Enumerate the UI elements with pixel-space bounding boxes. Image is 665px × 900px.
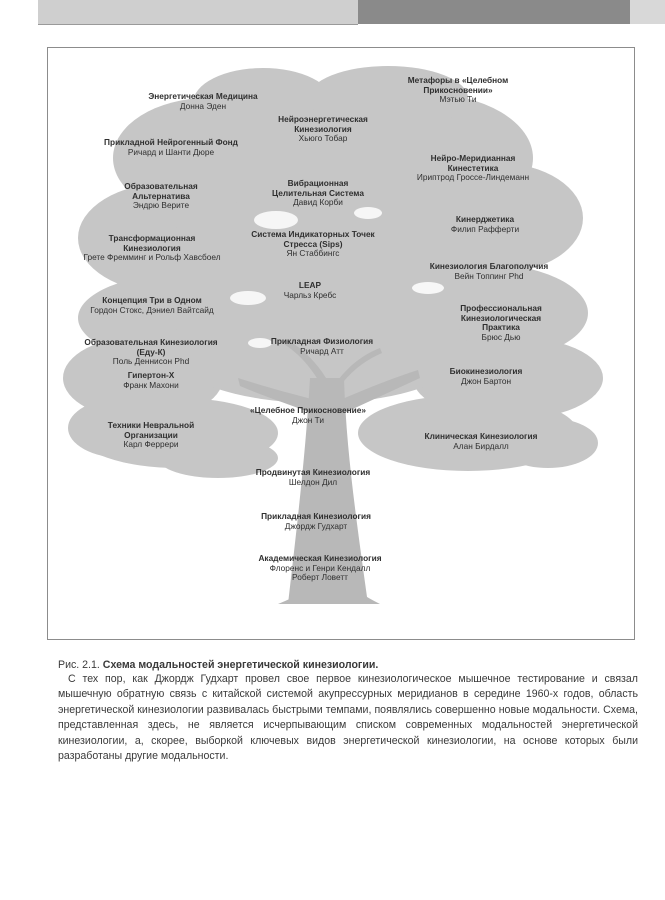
node-biokinesiology: [450, 367, 523, 386]
node-name: Трансформационная Кинезиология: [108, 233, 196, 253]
node-edu-k: [81, 338, 221, 367]
node-name: Техники Невральной Организации: [107, 420, 195, 440]
header-strip-light: [38, 0, 358, 25]
node-name: Вибрационная Целительная Система: [272, 178, 364, 198]
node-name: Продвинутая Кинезиология: [255, 467, 371, 477]
node-author: Гордон Стокс, Дэниел Вайтсайд: [90, 304, 214, 315]
node-name: Гипертон-Х: [127, 370, 175, 380]
node-author: Грете Фремминг и Рольф Хавсбоел: [83, 252, 221, 263]
node-author: Шелдон Дил: [288, 476, 338, 487]
node-neuroenergetic: [263, 115, 383, 144]
node-author: Карл Феррери: [123, 439, 179, 450]
node-author: Филип Рафферти: [450, 223, 520, 234]
node-author: Ричард и Шанти Дюре: [127, 146, 215, 157]
node-name: Прикладной Нейрогенный Фонд: [104, 137, 238, 147]
caption-label: Рис. 2.1.: [58, 659, 100, 671]
node-applied-physiology: [271, 337, 373, 356]
node-author: Джон Бартон: [460, 375, 512, 386]
figure-tree-diagram: [47, 47, 635, 640]
node-author: Флоренс и Генри Кендалл: [269, 562, 371, 573]
node-author: Джон Ти: [291, 414, 324, 425]
node-name: Клиническая Кинезиология: [424, 431, 538, 441]
node-author: Франк Махони: [123, 379, 179, 390]
node-name: Кинерджетика: [455, 214, 515, 224]
node-name: LEAP: [298, 280, 322, 290]
node-wellness: [430, 262, 548, 281]
node-name: Академическая Кинезиология: [258, 553, 382, 563]
node-academic: [258, 554, 381, 583]
node-sips: [248, 230, 378, 259]
node-author: Брюс Дью: [481, 331, 521, 342]
node-name: Кинезиология Благополучия: [429, 261, 549, 271]
node-transformational: [83, 234, 220, 263]
body-paragraph: С тех пор, как Джордж Гудхарт провел свое первое кинезиологическое мышечное тестирование и связал мышечную обратную связь с китайской системой акупрессурных меридианов в середине 1960-х годов, область энергетической кинезиологии развивалась быстрыми темпами, появлялись совершенно новые модальности. Схема, представленная здесь, не является исчерпывающим списком современных модальностей энергетической кинезиологии, а, скорее, выборкой ключевых видов энергетической кинезиологии, на основе которых были разработаны другие модальности.: [58, 673, 638, 763]
node-name: Нейроэнергетическая Кинезиология: [278, 114, 368, 134]
node-author: Вейн Топпинг Phd: [454, 270, 524, 281]
node-author: Мэтью Ти: [439, 94, 477, 105]
node-author: Эндрю Верите: [132, 200, 190, 211]
node-energy-medicine: [148, 92, 257, 111]
node-author: Ричард Атт: [300, 345, 344, 356]
caption-title: Схема модальностей энергетической кинезиологии.: [102, 659, 379, 671]
node-author: Роберт Ловетт: [292, 572, 348, 583]
node-three-in-one: [90, 296, 213, 315]
node-professional: [446, 304, 556, 342]
node-author: Ян Стаббингс: [286, 248, 340, 259]
node-name: Система Индикаторных Точек Стресса (Sips): [251, 229, 375, 249]
node-author: Джордж Гудхарт: [284, 520, 348, 531]
node-name: Образовательная Альтернатива: [124, 181, 198, 201]
node-name: Метафоры в «Целебном Прикосновении»: [407, 75, 509, 95]
node-author: Хьюго Тобар: [298, 133, 348, 144]
header-strip-end: [630, 0, 665, 24]
node-name: Прикладная Кинезиология: [261, 511, 371, 521]
node-applied: [261, 512, 371, 531]
node-leap: [284, 281, 337, 300]
node-name: Прикладная Физиология: [270, 336, 374, 346]
node-author: Донна Эден: [179, 100, 227, 111]
node-name: Профессиональная Кинезиологическая Практика: [460, 303, 542, 333]
node-name: Энергетическая Медицина: [148, 91, 258, 101]
node-neuro-meridian: [408, 154, 538, 183]
node-clinical: [425, 432, 538, 451]
node-name: Нейро-Меридианная Кинестетика: [430, 153, 516, 173]
node-advanced: [256, 468, 371, 487]
node-name: Биокинезиология: [449, 366, 523, 376]
page-top-band: [0, 0, 665, 30]
node-name: «Целебное Прикосновение»: [250, 405, 366, 415]
node-name: Концепция Три в Одном: [102, 295, 202, 305]
node-kinergetics: [451, 215, 519, 234]
node-hyperton-x: [123, 371, 179, 390]
node-neural-organization: [101, 421, 201, 450]
node-name: Образовательная Кинезиология (Еду-К): [84, 337, 218, 357]
node-edu-alternative: [111, 182, 211, 211]
node-author: Поль Деннисон Phd: [112, 356, 190, 367]
header-strip-dark: [358, 0, 630, 24]
figure-caption: [58, 658, 638, 673]
node-touch-for-health: [250, 406, 366, 425]
node-author: Чарльз Кребс: [283, 289, 337, 300]
node-author: Ириптрод Гроссе-Линдеманн: [416, 172, 530, 183]
node-author: Давид Корби: [293, 197, 343, 208]
node-vibrational: [263, 179, 373, 208]
node-neurogenic-fund: [104, 138, 238, 157]
node-author: Алан Бирдалл: [453, 440, 509, 451]
node-metaphors: [388, 76, 528, 105]
